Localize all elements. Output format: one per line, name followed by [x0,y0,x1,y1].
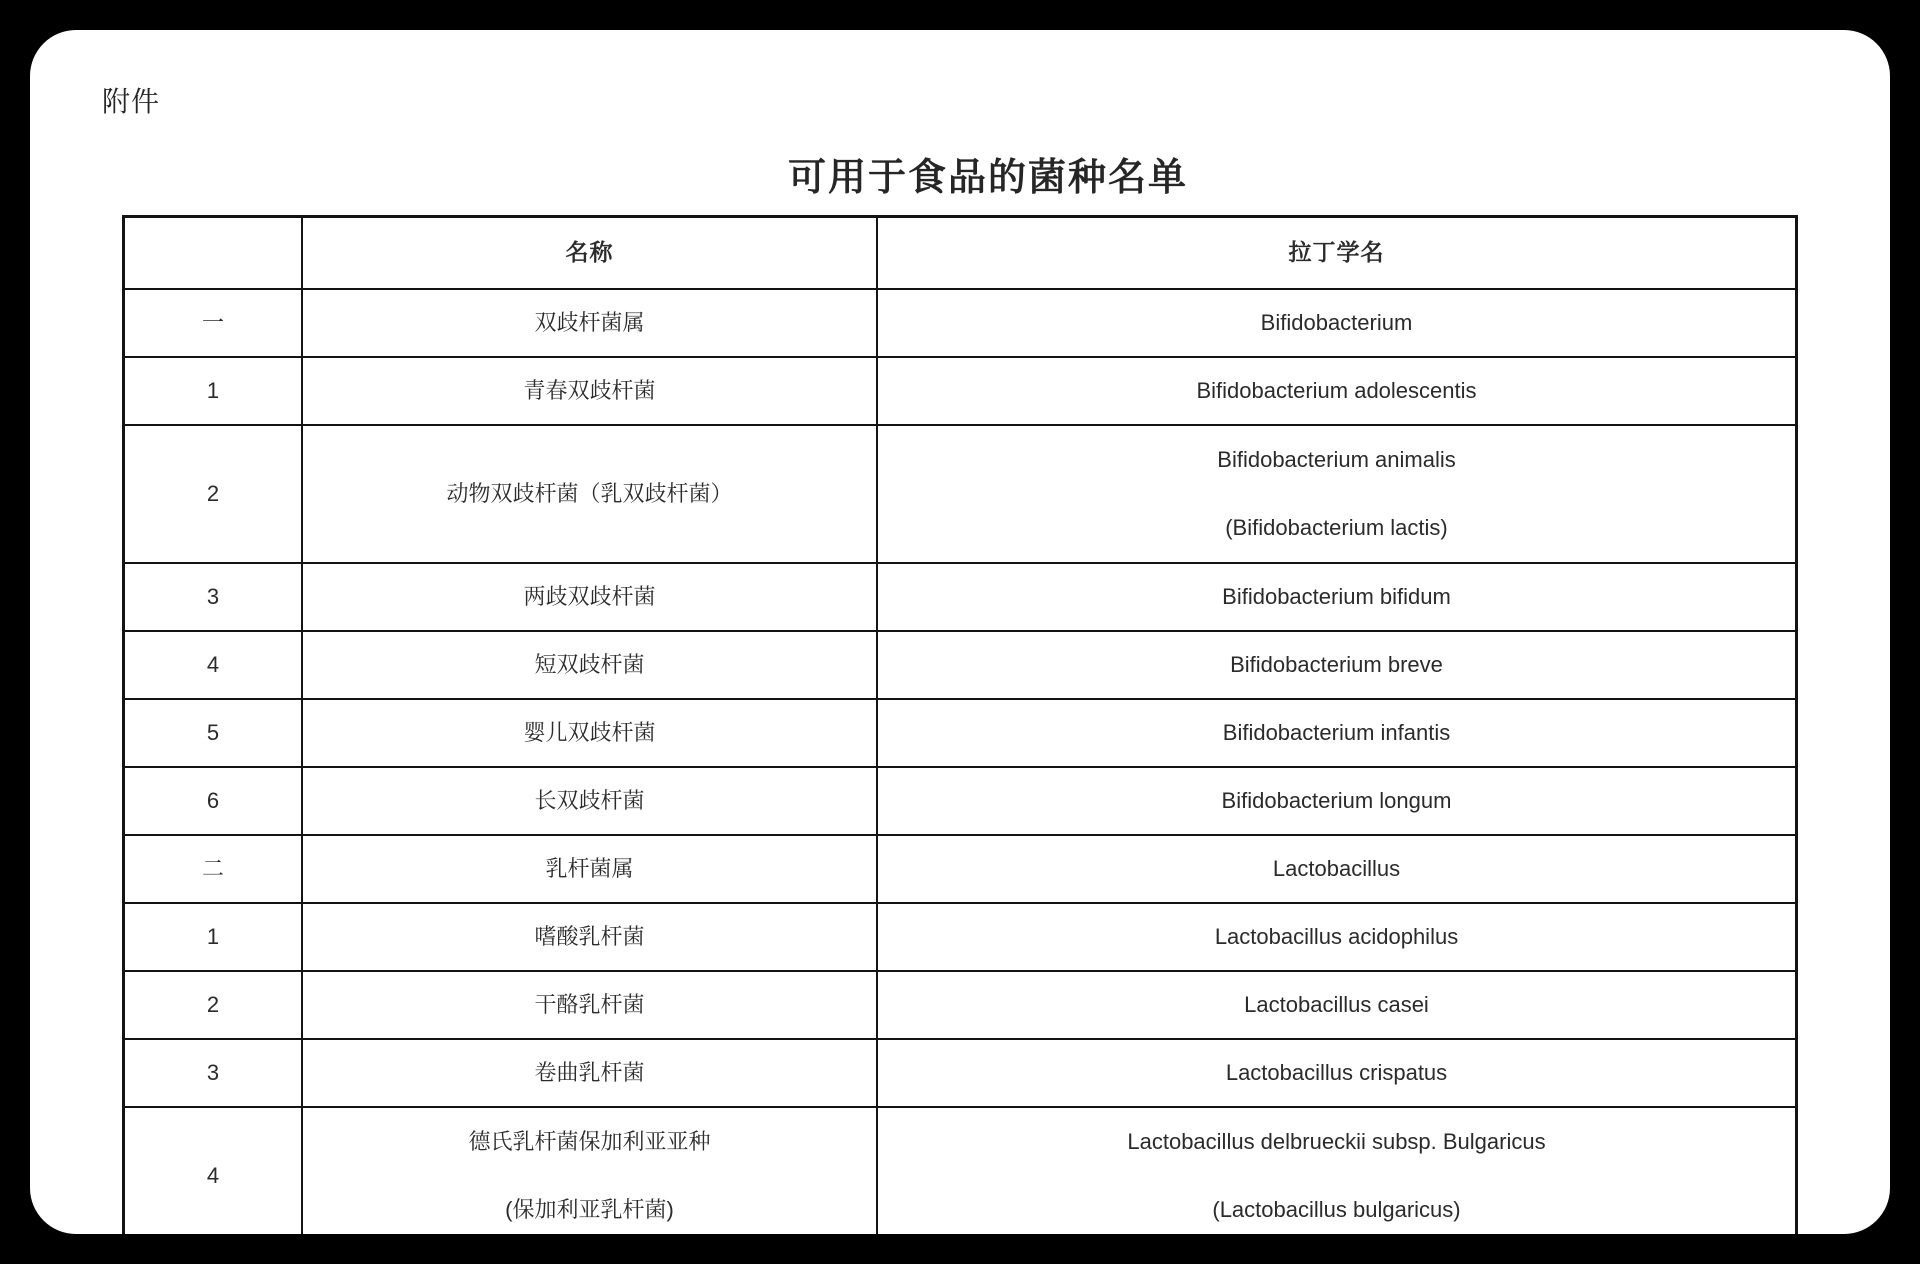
row-index-cell [125,358,303,424]
row-latin-cell [878,972,1795,1038]
header-latin-cell [878,218,1795,288]
row-index-cell [125,1108,303,1234]
row-name-cell [303,358,878,424]
cell-text: Lactobacillus crispatus [1225,1059,1448,1085]
cell-text: 长双歧杆菌 [534,787,645,813]
cell-text: Bifidobacterium bifidum [1222,583,1451,609]
cell-text: Bifidobacterium [1260,309,1413,335]
row-latin-cell [878,1108,1795,1234]
cell-text: Bifidobacterium longum [1221,787,1452,813]
document-page [30,30,1890,1234]
row-latin-cell [878,836,1795,902]
row-latin-cell [878,768,1795,834]
cell-text: 德氏乳杆菌保加利亚亚种 [468,1128,711,1154]
cell-text: 嗜酸乳杆菌 [534,923,645,949]
cell-text: 1 [206,377,220,403]
cell-text: 2 [206,480,220,506]
table-row [125,1038,1795,1106]
row-name-cell [303,768,878,834]
row-latin-cell [878,358,1795,424]
cell-text: Lactobacillus delbrueckii subsp. Bulgaricus [1127,1128,1546,1154]
row-name-cell [303,290,878,356]
cell-text: 青春双歧杆菌 [523,377,656,403]
table-row [125,1106,1795,1234]
row-index-cell [125,290,303,356]
header-name-label: 名称 [565,239,614,266]
cell-text: Lactobacillus [1272,855,1401,881]
cell-text: Bifidobacterium breve [1230,651,1443,677]
row-index-cell [125,564,303,630]
header-latin-label: 拉丁学名 [1288,239,1385,266]
row-latin-cell [878,904,1795,970]
cell-text: 婴儿双歧杆菌 [523,719,656,745]
table-body [125,288,1795,1234]
species-table [122,215,1798,1234]
cell-text: (保加利亚乳杆菌) [505,1196,674,1222]
cell-text: 1 [206,923,220,949]
cell-text: 4 [206,1162,220,1188]
row-name-cell [303,972,878,1038]
row-latin-cell [878,1040,1795,1106]
cell-text: 卷曲乳杆菌 [534,1059,645,1085]
row-latin-cell [878,564,1795,630]
cell-text: Lactobacillus acidophilus [1214,923,1459,949]
attachment-label: 附件 [102,86,161,117]
table-row [125,424,1795,562]
row-index-cell [125,836,303,902]
table-header-row [125,218,1795,288]
cell-text: 两歧双歧杆菌 [523,583,656,609]
table-row [125,766,1795,834]
row-index-cell [125,700,303,766]
row-latin-cell [878,426,1795,562]
row-name-cell [303,564,878,630]
table-row [125,834,1795,902]
row-index-cell [125,1040,303,1106]
row-index-cell [125,426,303,562]
cell-text: 动物双歧杆菌（乳双歧杆菌） [446,480,733,506]
cell-text: Bifidobacterium adolescentis [1196,377,1477,403]
table-row [125,288,1795,356]
table-row [125,356,1795,424]
row-name-cell [303,700,878,766]
table-row [125,902,1795,970]
row-name-cell [303,836,878,902]
row-name-cell [303,632,878,698]
header-index-cell [125,218,303,288]
row-index-cell [125,904,303,970]
cell-text: 4 [206,651,220,677]
cell-text: 3 [206,583,220,609]
page-title: 可用于食品的菌种名单 [787,157,1188,199]
row-latin-cell [878,290,1795,356]
row-name-cell [303,904,878,970]
row-index-cell [125,632,303,698]
cell-text: 2 [206,991,220,1017]
cell-text: (Bifidobacterium lactis) [1225,514,1448,540]
cell-text: 一 [201,309,224,335]
cell-text: Bifidobacterium animalis [1217,446,1456,472]
cell-text: (Lactobacillus bulgaricus) [1212,1196,1461,1222]
cell-text: 短双歧杆菌 [534,651,645,677]
row-name-cell [303,1040,878,1106]
header-name-cell [303,218,878,288]
table-row [125,698,1795,766]
cell-text: 乳杆菌属 [545,855,634,881]
table-row [125,562,1795,630]
cell-text: 二 [201,855,224,881]
row-latin-cell [878,632,1795,698]
cell-text: 干酪乳杆菌 [534,991,645,1017]
row-index-cell [125,768,303,834]
row-latin-cell [878,700,1795,766]
cell-text: 5 [206,719,220,745]
table-row [125,630,1795,698]
cell-text: 6 [206,787,220,813]
cell-text: Bifidobacterium infantis [1222,719,1451,745]
row-index-cell [125,972,303,1038]
cell-text: 3 [206,1059,220,1085]
cell-text: Lactobacillus casei [1244,991,1429,1017]
row-name-cell [303,1108,878,1234]
cell-text: 双歧杆菌属 [534,309,645,335]
row-name-cell [303,426,878,562]
table-row [125,970,1795,1038]
